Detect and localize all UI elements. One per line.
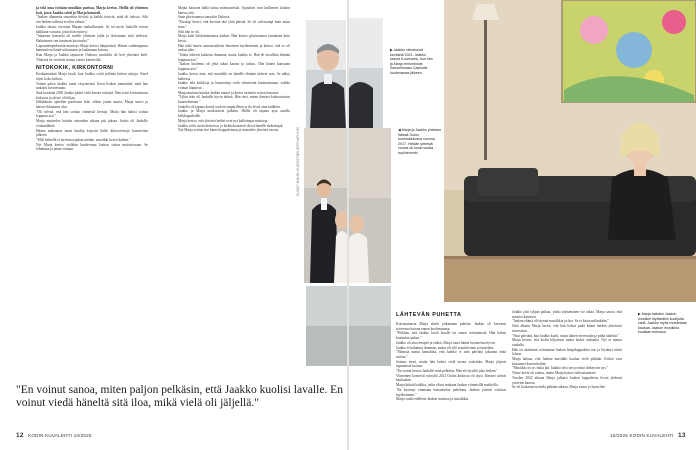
page-number: 12 — [16, 432, 24, 439]
body-paragraph: Jaakko ei halunnut draamaa, mutta oli silti sensitiivinen ja tunteikas. — [396, 345, 495, 350]
page-number: 13 — [678, 432, 686, 439]
photo-marja-living-room — [444, 0, 696, 302]
body-paragraph: Jaakko ja Marja matkustivat pitkään. Heillä oli tapana ajaa autolla keikkapaikoille. — [178, 109, 290, 119]
body-paragraph: "Jaakon kuolema oli yhtä aikaa kaunis ja raskas. Olin hänen kanssaan loppuun asti." — [178, 62, 290, 72]
body-paragraph: "Jokainen konsertti oli meille yhteinen juhla ja iloitsimme siitä yhdessä. Halusimme sen tuntuvan kotoisalta." — [36, 34, 148, 43]
caption-marker-icon: ▶ — [638, 312, 641, 316]
body-paragraph: Jaakko oksasi arvostaa Marjan rauhallisuutta. Se toi myös Jaakolle turvaa kaikkina vuosina, joina hän esiintyi. — [36, 24, 148, 34]
photo-jaakko-portrait — [306, 20, 346, 130]
body-paragraph: Sinä keväänä 2020 Jaakko päätti vielä kerran esiintyä. Hän soitti kotiseutunsa kirkossa ja yleisö oli hiljaa. — [36, 90, 148, 100]
body-paragraph: "Musiikki on se, mikä jää. Jaakko tiesi sen ja minä tiedän sen nyt." — [512, 366, 609, 371]
body-paragraph: Nyt Marja kertoo vieläkin kuulevansa Jaakon soiton muistoissaan. Se lohduttaa ja antaa voimaa. — [36, 142, 148, 152]
body-paragraph: Jaakolla oli tapana kerätä ystäviä ympärilleen ja ilo levisi aina kaikkiin. — [178, 104, 281, 109]
body-paragraph: Marja muistelee kuinka sairauden aikana piti jaksaa. Soitto oli Jaakolle voimanlähde. — [36, 119, 148, 128]
body-paragraph: "Jotkut tekevät kaikesta draamaa, mutta Jaakko ei. Hän eli tavallista elämää loppuun asti." — [178, 53, 290, 62]
body-paragraph: "Jaakon elämä oli täynnä musiikkia ja iloa. Se ei katoa mihinkään." — [512, 319, 609, 324]
body-paragraph: Vuoden 2022 aikana Marja julkaisi Jaakon kappaleista levyn yhdessä ystävien kanssa. — [512, 375, 622, 385]
pull-quote: "En voinut sanoa, miten paljon pelkäsin, että Jaakko kuolisi lavalle. En voinut viedä häneltä sitä iloa, mikä vielä oli jäljellä." — [16, 384, 343, 409]
caption-marker-icon: ◀ — [398, 128, 401, 132]
body-paragraph: "En voinut kertoa Jaakolle mitä pelkäsin. Hän eli täysillä joka hetken." — [396, 369, 498, 374]
body-paragraph: Nyt Marja soittaa itse hänen kappaleitaan ja muistelee yhteisiä vuosia. — [178, 128, 279, 133]
caption-text: Marja ja Jaakko yhteisen häissä Oulun tuomiokirkossa vuonna 2017. Heidän yhteisiä vuosia oli kuusi vuotta myöhemmin. — [398, 128, 442, 155]
body-paragraph: Marja haluaa, että Jaakon musiikki kuuluu vielä pitkään. Kirkot ovat kutsuneet konsertteihin. — [512, 357, 622, 366]
left-column-1 — [36, 6, 148, 376]
right-page-footer — [610, 432, 686, 439]
body-paragraph: Viimeinen konsertti syksyllä 2021 Oulun kirkossa oli täysi. Ihmiset tulivat kaukaakin. — [396, 373, 506, 383]
caption-marja-living-room — [638, 312, 688, 335]
body-paragraph: "Pelkään, että Jaakko kuoli lavalle tai ennen esiintymistä. Hän halusi kuitenkin jatkaa." — [396, 331, 506, 341]
body-paragraph: "Oli selvää, että hän soittaa viimeisiä kertoja. Mutta hän halusi soittaa loppuun asti." — [36, 109, 148, 119]
right-column-2 — [512, 310, 622, 430]
body-paragraph: Se oli koskettavin hetki pitkään aikaan, Marja sanoo ja hymyilee. — [512, 385, 606, 390]
body-paragraph: "Kirsaigi kertoi, että kuvitaa tätä yhtä päivää. Se oli valoisampi kuin moni muu." — [178, 20, 290, 29]
caption-text: Marja haluaisi Jaakon musiikin löytäviäkin kuulijoita vielä. Jaakko myös muistetaan kaukaa. Jaakon musiikkia kuullaan kirkossa. — [638, 312, 687, 334]
photo-bottom-left-strip — [306, 286, 348, 366]
body-paragraph: Kotisatamasta Marja aloitti jatkamaan puhetta. Jaakko oli kertonut toiveensa kotona ennen kuolemaansa. — [396, 322, 506, 331]
body-paragraph: Sana gloriosamoa sanottiin Oulussa. — [178, 15, 231, 20]
section-heading: NITOKOKIK, KIRKONTORNI — [36, 65, 114, 72]
left-column-2 — [178, 6, 290, 376]
body-paragraph: Jälkikäteen ajatellen puolisona koki silloin jotain suurta, Marja sanoo ja katsoo ikkunasta ulos. — [36, 100, 148, 110]
body-paragraph: Marja muistaa kuinka Jaakko nauroi ja kertoi tarinoita soiton lomassa. — [178, 90, 279, 95]
magazine-name: KODIN KUVALEHTI — [629, 433, 674, 438]
body-paragraph: Jaakko teki keikkoja ja konsertteja vielä viimeisinä kuukausinaan, vaikka voimat hiipuivat. — [178, 81, 290, 90]
body-paragraph: "Jaakon tilannetta seurattiin tiiviisti ja kaikki tiesivät, mitä oli tulossa. Silti sen hetken tullessa ei ollut valmis." — [36, 15, 148, 25]
photo-jaakko-right — [349, 18, 383, 130]
body-paragraph: Hän on aloittanut soittamaan Jaakon lempikappaleita itse ja löytänyt niistä lohtua. — [512, 347, 622, 357]
body-paragraph: ja teki oma työtään musiikin parissa, Marja kertoo. Heillä oli yhteinen koti, jossa Jaakko soitti ja Marja kuunteli. — [36, 6, 148, 15]
body-paragraph: Toinen päivä Jaakko sanoi väsyneensä. Kesti hetken ymmärtää, mitä hän tarkoitti kertoessaan. — [36, 81, 148, 91]
caption-jaakko-portrait — [390, 48, 436, 75]
body-paragraph: "Minusta tuntui kamalalta, että Jaakko ei sinä päivänä jaksanut enää soittaa." — [396, 350, 506, 359]
body-paragraph: Lapsuudenperheestä muistoja Marja kertoo lämpimästi. Hänen vanhempansa kannustivat häntä soittamaan ja laulamaan kotona. — [36, 43, 148, 53]
body-paragraph: Marja kertoo, että yhteiset hetket ovat nyt kalleimpia muistoja. — [178, 118, 269, 123]
photo-wedding-couple — [304, 128, 348, 283]
magazine-name: KODIN KUVALEHTI — [28, 433, 73, 438]
body-paragraph: Jaakko oli aina lempeä ja sitkeä. Marja tunsi hänen luonteensa hyvin. — [396, 340, 496, 345]
body-paragraph: Marja kuki lohduttomaansa kaiken. Hän kertoo gloriosamoa tuntuneen kuin kevät. — [178, 34, 290, 43]
caption-wedding — [398, 128, 442, 155]
body-paragraph: Marja kiittää kaikkia, jotka olivat mukana Jaakon viimeisillä matkoilla. — [396, 383, 499, 388]
body-paragraph: Marja vaalii edelleen Jaakon muistoa ja musiikkia. — [396, 397, 469, 402]
body-paragraph: Viime kevät oli raskas, mutta Marja katsoo tulevaisuuteen. — [512, 371, 597, 376]
caption-text: Jaakko viimeisenä keväänä 2021. Jaakko kasvoi Kuohuvesi, kun hän ja Marja remontoivat Savonlinnaan Casinolle kuolemansa jälkeen. — [390, 48, 433, 75]
body-paragraph: Hän näki hauen sairausvaiheen ilmeneen myöhemmin ja kertoo, että se oli raskas aika. — [178, 43, 290, 53]
body-paragraph: "Tykin teko oli Jaakolle hyvin tärkeä. Hän tiesi, miten ihmiset kokoontuivat kuuntelemaan." — [178, 95, 290, 105]
body-paragraph: Marja kertoo, että kodin hiljaisuus tuntui aluksi raskaalta. Nyt se tuntuu rauhalta. — [512, 338, 622, 347]
right-column-1 — [396, 322, 506, 430]
section-heading-right: LÄHTEVÄN PUHETTA — [396, 312, 462, 318]
photo-bottom-right-strip — [349, 286, 391, 366]
caption-marker-icon: ▶ — [390, 48, 393, 52]
body-paragraph: Kun Marja ja Jaakko tapasivat Oulussa, musiikki oli heti yhteinen kieli. Yhdessä he viettivät monta vuotta kiertueilla. — [36, 53, 148, 62]
issue-number: 10/2025 — [73, 433, 92, 438]
left-page-footer — [16, 432, 92, 439]
photo-credit: KUVAT MAIJA HUOSSTON ARTHUR KIVI — [296, 126, 300, 196]
body-paragraph: Matka hautoon halki tuttua mäntymetsää. Ajatukset ovat kulkeneet Jaakon kanssa yhä. — [178, 6, 290, 15]
body-paragraph: Keskimmäistä Marja kuuli, kun Jaakko soitti pitkään kirkon urkuja. Sävel täytti koko kirkon. — [36, 72, 148, 81]
body-paragraph: "Sinä päivänä, kun Jaakko kuoli, istuin hänen vieressään ja pidin kädestä." — [512, 333, 620, 338]
photo-wedding-right — [349, 128, 391, 283]
body-paragraph: Jaakko jätti tyhjän paikan, jonka täyttäminen vie aikaa. Marja sanoo, että muistot kantavat. — [512, 310, 622, 319]
issue-number: 10/2025 — [610, 433, 629, 438]
body-paragraph: Siitä alkaen Marja kertoi, että hän halusi pitää kiinni heidän yhteisistä tavoistaan. — [512, 324, 622, 333]
body-paragraph: Jaakko kertoi aina, että musiikki on hänelle elämän tärkein asia. Se näkyi kaikessa. — [178, 71, 290, 81]
body-paragraph: "Sillä hetkellä ei tarvinnut puhua mitään, musiikki kertoi kaiken." — [36, 137, 131, 142]
body-paragraph: Hänen mukaansa moni kuulija kirjoitti heille kiitosviestejä konserttien jälkeen. — [36, 128, 148, 138]
body-paragraph: "En kyennyt ottamaan haastattelua puheluna. Jaakon ystävät soittivat myöhemmin." — [396, 387, 506, 397]
body-paragraph: Silti hän se oli. — [178, 29, 200, 34]
body-paragraph: Sairaus eteni, mutta hän halusi vielä tavata ystäviään. Marja järjesti tapaamisia kotona. — [396, 359, 506, 369]
body-paragraph: Jaakko soitti usein kirkoissa, ja kirkkokonsertit olivat hänelle tärkeimpiä. — [178, 123, 284, 128]
